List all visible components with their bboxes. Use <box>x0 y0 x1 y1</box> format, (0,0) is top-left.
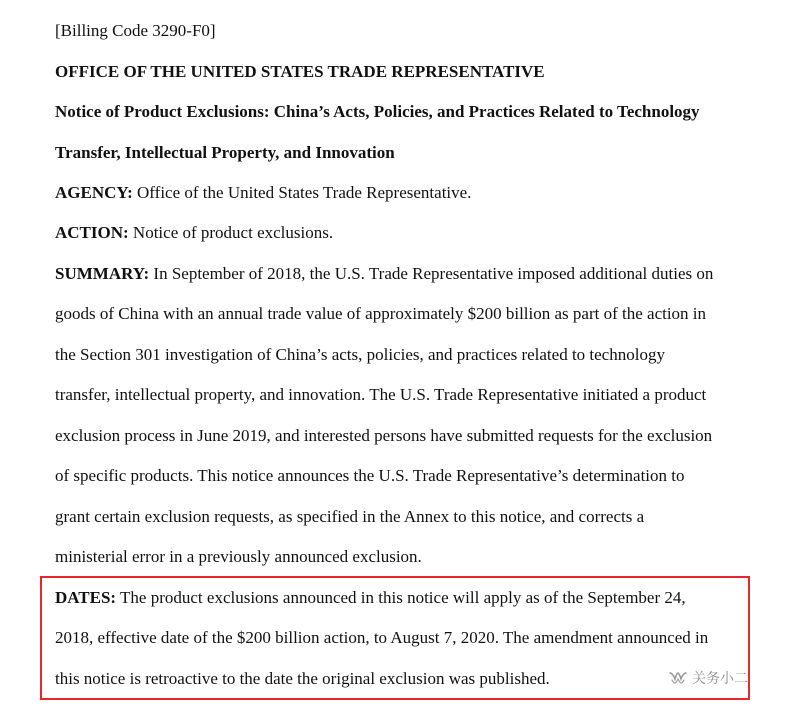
billing-code: [Billing Code 3290-F0] <box>55 21 216 40</box>
agency-text: Office of the United States Trade Representative. <box>132 183 472 202</box>
summary-text: In September of 2018, the U.S. Trade Representative imposed additional duties on <box>149 264 714 283</box>
notice-title-line-2: Transfer, Intellectual Property, and Innovation <box>55 143 395 162</box>
summary-label: SUMMARY: <box>55 264 150 283</box>
notice-title-line-1: Notice of Product Exclusions: China’s Acts, Policies, and Practices Related to Technology <box>55 102 700 121</box>
action-line <box>55 223 333 243</box>
summary-line-2: goods of China with an annual trade value of approximately $200 billion as part of the action in <box>55 304 707 323</box>
dates-text: The product exclusions announced in this notice will apply as of the September 24, <box>116 588 686 607</box>
summary-line-5: exclusion process in June 2019, and interested persons have submitted requests for the exclusion <box>55 426 713 445</box>
agency-label: AGENCY: <box>55 183 133 202</box>
watermark <box>668 668 748 688</box>
dates-line-3: this notice is retroactive to the date the original exclusion was published. <box>55 669 550 688</box>
action-text: Notice of product exclusions. <box>128 223 334 242</box>
action-label: ACTION: <box>55 223 129 242</box>
summary-line-6: of specific products. This notice announces the U.S. Trade Representative’s determination to <box>55 466 685 485</box>
summary-line-8: ministerial error in a previously announced exclusion. <box>55 547 422 566</box>
wechat-channel-icon <box>668 670 688 686</box>
watermark-text: 关务小二 <box>692 671 748 687</box>
summary-line-4: transfer, intellectual property, and innovation. The U.S. Trade Representative initiated a product <box>55 385 707 404</box>
office-heading: OFFICE OF THE UNITED STATES TRADE REPRESENTATIVE <box>55 62 545 81</box>
summary-line-7: grant certain exclusion requests, as specified in the Annex to this notice, and corrects a <box>55 507 645 526</box>
dates-label: DATES: <box>55 588 117 607</box>
agency-line <box>55 183 471 203</box>
dates-highlight-box <box>40 576 750 700</box>
dates-line-2: 2018, effective date of the $200 billion action, to August 7, 2020. The amendment announced in <box>55 628 709 647</box>
summary-line-1 <box>55 264 713 284</box>
summary-line-3: the Section 301 investigation of China’s acts, policies, and practices related to technology <box>55 345 665 364</box>
